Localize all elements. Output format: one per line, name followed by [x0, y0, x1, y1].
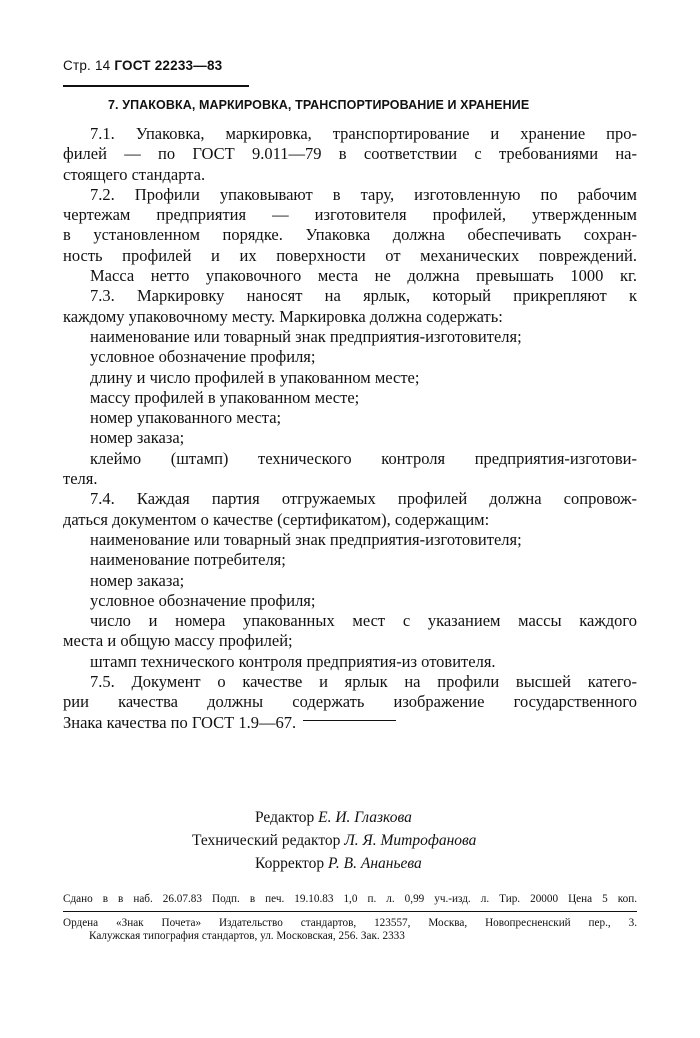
body-line: 7.5. Документ о качестве и ярлык на профили высшей катего- — [90, 672, 637, 692]
tech-editor-role: Технический редактор — [192, 832, 341, 849]
section-title: 7. УПАКОВКА, МАРКИРОВКА, ТРАНСПОРТИРОВАНИЕ И ХРАНЕНИЕ — [108, 98, 530, 112]
section-body — [63, 124, 637, 733]
body-line: чертежам предприятия — изготовителя профилей, утвержденным — [63, 205, 637, 225]
body-line: условное обозначение профиля; — [90, 590, 316, 610]
editor-credit — [255, 807, 412, 830]
running-head — [63, 58, 222, 73]
imprint-rule — [63, 911, 637, 912]
body-line: номер упакованного места; — [90, 408, 282, 428]
editor-name: Е. И. Глазкова — [318, 809, 412, 826]
body-line: номер заказа; — [90, 570, 185, 590]
body-line: ность профилей и их поверхности от механических повреждений. — [63, 245, 637, 265]
body-line: штамп технического контроля предприятия-из отовителя. — [90, 651, 496, 671]
imprint-line-publisher: Ордена «Знак Почета» Издательство стандартов, 123557, Москва, Новопресненский пер., 3. — [63, 917, 637, 929]
tech-editor-credit — [192, 830, 476, 853]
body-line: Масса нетто упаковочного места не должна превышать 1000 кг. — [90, 266, 637, 286]
body-line: клеймо (штамп) технического контроля предприятия-изготови- — [90, 448, 637, 468]
body-line: условное обозначение профиля; — [90, 347, 316, 367]
body-line: в установленном порядке. Упаковка должна обеспечивать сохран- — [63, 225, 637, 245]
body-line: длину и число профилей в упакованном месте; — [90, 367, 420, 387]
header-rule — [63, 85, 249, 87]
body-line: 7.2. Профили упаковывают в тару, изготовленную по рабочим — [90, 184, 637, 204]
body-line: 7.4. Каждая партия отгружаемых профилей должна сопровож- — [90, 489, 637, 509]
body-line: наименование или товарный знак предприятия-изготовителя; — [90, 326, 522, 346]
body-line: 7.3. Маркировку наносят на ярлык, который прикрепляют к — [90, 286, 637, 306]
body-line: места и общую массу профилей; — [63, 631, 293, 651]
section-end-rule — [303, 720, 396, 721]
tech-editor-name: Л. Я. Митрофанова — [344, 832, 477, 849]
proofreader-role: Корректор — [255, 855, 325, 872]
body-line: филей — по ГОСТ 9.011—79 в соответствии с требованиями на- — [63, 144, 637, 164]
proofreader-name: Р. В. Ананьева — [327, 855, 422, 872]
body-line: массу профилей в упакованном месте; — [90, 387, 360, 407]
body-line: 7.1. Упаковка, маркировка, транспортирование и хранение про- — [90, 124, 637, 143]
standard-designation: ГОСТ 22233—83 — [114, 58, 223, 73]
proofreader-credit — [255, 853, 422, 876]
editor-role: Редактор — [255, 809, 315, 826]
imprint-line-printer: Калужская типография стандартов, ул. Московская, 256. Зак. 2333 — [89, 930, 405, 942]
imprint-line-print-data: Сдано в в наб. 26.07.83 Подп. в печ. 19.10.83 1,0 п. л. 0,99 уч.-изд. л. Тир. 20000 Цена 5 коп. — [63, 893, 637, 905]
body-line: теля. — [63, 469, 98, 489]
body-line: номер заказа; — [90, 428, 185, 448]
body-line: наименование или товарный знак предприятия-изготовителя; — [90, 529, 522, 549]
body-line: каждому упаковочному месту. Маркировка должна содержать: — [63, 306, 503, 326]
body-line: даться документом о качестве (сертификатом), содержащим: — [63, 509, 490, 529]
body-line: стоящего стандарта. — [63, 164, 206, 184]
body-line: рии качества должны содержать изображение государственного — [63, 692, 637, 712]
page-label: Стр. 14 — [63, 58, 111, 73]
body-line: наименование потребителя; — [90, 550, 286, 570]
body-line: Знака качества по ГОСТ 1.9—67. — [63, 712, 297, 732]
body-line: число и номера упакованных мест с указанием массы каждого — [90, 611, 637, 631]
